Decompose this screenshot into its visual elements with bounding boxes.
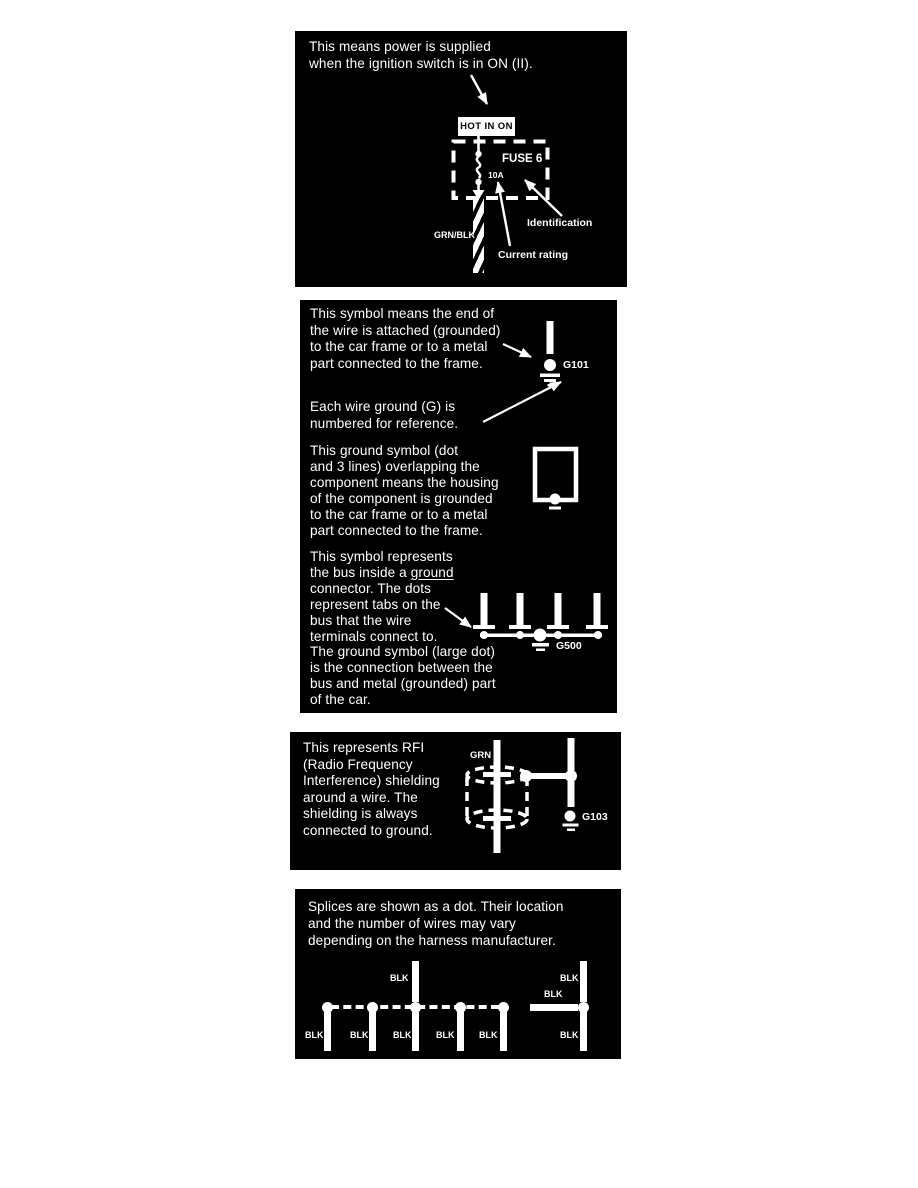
wire-segment	[412, 961, 419, 1002]
splice-dot	[498, 1002, 509, 1013]
wire-color-label: BLK	[560, 1030, 579, 1040]
text-line: This symbol means the end of	[310, 306, 495, 321]
text-line: and the number of wires may vary	[308, 916, 516, 931]
fuse-terminal-dot	[475, 179, 481, 185]
text-line: connector. The dots	[310, 581, 432, 596]
wire-segment	[500, 1012, 507, 1051]
component-ground-text	[310, 443, 499, 539]
numbered-ground-text	[310, 399, 458, 432]
text-line: Splices are shown as a dot. Their location	[308, 899, 564, 914]
splice-dot	[322, 1002, 333, 1013]
bus-ground-symbol	[473, 593, 608, 651]
text-line: part connected to the frame.	[310, 355, 483, 371]
text-line: This ground symbol (dot	[310, 443, 459, 458]
fuse-element-squiggle	[477, 157, 480, 178]
text-line: to the car frame or to a metal	[310, 507, 488, 522]
text-line: to the car frame or to a metal	[310, 339, 488, 355]
splice-legend-panel	[295, 889, 621, 1059]
text-line: connected to ground.	[303, 822, 433, 838]
rfi-text	[303, 740, 440, 840]
identification-label: Identification	[527, 217, 593, 229]
text-line: and 3 lines) overlapping the	[310, 459, 480, 474]
wire-segment	[369, 1012, 376, 1051]
text-line: depending on the harness manufacturer.	[308, 933, 556, 948]
wire-color-label: BLK	[390, 973, 409, 983]
text-line: Interference) shielding	[303, 773, 440, 789]
text-line: part connected to the frame.	[310, 523, 483, 538]
text-line: (Radio Frequency	[303, 756, 413, 772]
splice-text	[308, 898, 564, 949]
wire-color-label: BLK	[305, 1030, 324, 1040]
text-line: is the connection between the	[310, 660, 493, 675]
power-caption	[309, 39, 533, 72]
wire-color-label: BLK	[560, 973, 579, 983]
text-line: the wire is attached (grounded)	[310, 322, 501, 338]
text-line: This symbol represents	[310, 549, 453, 564]
component-ground-symbol	[535, 449, 576, 510]
text-line: around a wire. The	[303, 789, 418, 805]
text-line: The ground symbol (large dot)	[310, 644, 495, 659]
wire-segment	[412, 1012, 419, 1051]
splice-dot	[367, 1002, 378, 1013]
wire-color-label: BLK	[393, 1030, 412, 1040]
caption-line: This means power is supplied	[309, 39, 491, 54]
bus-ground-text-narrow	[310, 549, 454, 645]
fuse-rating-label: 10A	[488, 170, 504, 180]
text-line: terminals connect to.	[310, 629, 438, 644]
wire-end-ground-symbol	[540, 321, 560, 387]
text-line: This represents RFI	[303, 740, 425, 755]
wire-color-label: BLK	[544, 989, 563, 999]
text-span: the bus inside a	[310, 565, 411, 580]
wire-color-label: BLK	[479, 1030, 498, 1040]
text-line: component means the housing	[310, 475, 499, 490]
wire-color-label: GRN	[470, 750, 492, 761]
text-line: bus that the wire	[310, 613, 412, 628]
ground-legend-panel	[300, 300, 617, 713]
splice-dot	[455, 1002, 466, 1013]
bus-ground-text-wide	[310, 644, 496, 708]
rfi-legend-panel	[290, 732, 621, 870]
caption-line: when the ignition switch is in ON (II).	[309, 55, 533, 71]
identification-arrow	[525, 180, 562, 216]
splice-dot	[410, 1002, 421, 1013]
shield-ground-connection	[520, 738, 579, 831]
fuse-terminal-dot	[475, 151, 481, 157]
text-line: represent tabs on the	[310, 597, 441, 612]
wire-segment	[457, 1012, 464, 1051]
text-line: bus and metal (grounded) part	[310, 676, 496, 691]
wire-segment	[530, 1004, 578, 1011]
hot-in-on-box: HOT IN ON	[458, 117, 515, 136]
wire-segment	[580, 1012, 587, 1051]
splice-dot	[578, 1002, 589, 1013]
text-line: numbered for reference.	[310, 415, 459, 431]
text-line	[310, 565, 454, 581]
ground-id-label: G500	[556, 640, 582, 652]
end-ground-arrow	[503, 344, 531, 357]
ground-id-label: G101	[563, 359, 589, 371]
power-legend-panel	[295, 31, 627, 287]
caption-arrow	[471, 75, 487, 104]
wire-segment	[580, 961, 587, 1002]
wire-color-label: BLK	[350, 1030, 369, 1040]
text-line: Each wire ground (G) is	[310, 399, 456, 414]
text-line: of the component is grounded	[310, 491, 493, 506]
current-rating-label: Current rating	[498, 249, 569, 261]
wire-segment	[324, 1012, 331, 1051]
end-ground-text	[310, 306, 501, 372]
ground-id-label: G103	[582, 811, 608, 823]
text-line: of the car.	[310, 692, 371, 707]
wire-color-label: BLK	[436, 1030, 455, 1040]
wire-color-label: GRN/BLK	[434, 230, 475, 240]
numbered-ground-arrow	[483, 382, 561, 422]
text-line: shielding is always	[303, 806, 418, 822]
fuse-name-label: FUSE 6	[502, 153, 543, 165]
current-rating-arrow	[498, 182, 510, 246]
underlined-word: ground	[410, 565, 454, 580]
